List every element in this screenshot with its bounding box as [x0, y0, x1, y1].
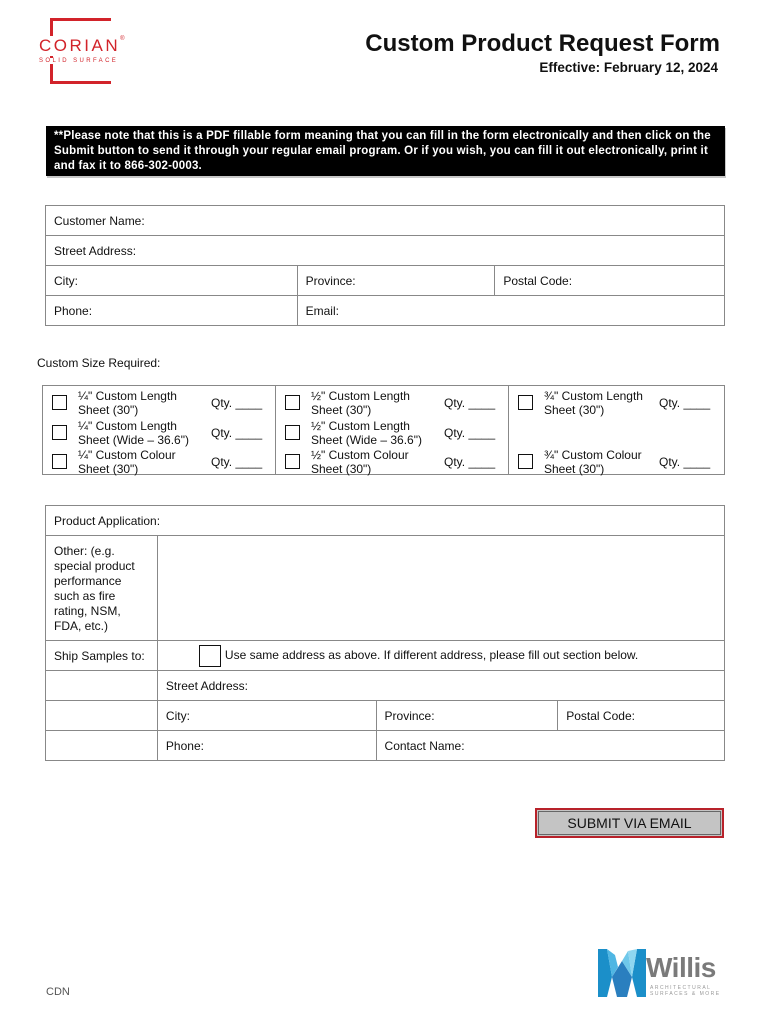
qty-field[interactable]: Qty. ____ — [211, 396, 263, 410]
size-option-label: ¾" Custom Colour Sheet (30") — [544, 448, 642, 476]
ship-province-field[interactable] — [376, 701, 558, 731]
province-field[interactable] — [297, 266, 495, 296]
province-label: Province: — [305, 273, 356, 288]
size-column-half — [276, 386, 509, 474]
page-title: Custom Product Request Form — [365, 30, 720, 57]
qty-field[interactable]: Qty. ____ — [444, 426, 496, 440]
ship-street-field[interactable] — [157, 671, 724, 701]
willis-tagline: ARCHITECTURAL SURFACES & MORE — [650, 985, 721, 997]
ship-postal-field[interactable] — [558, 701, 725, 731]
size-option-label: ¼" Custom Colour Sheet (30") — [78, 448, 176, 476]
custom-size-label: Custom Size Required: — [37, 356, 161, 370]
qty-field[interactable]: Qty. ____ — [444, 455, 496, 469]
logo-bracket-top — [50, 18, 111, 21]
size-option-label: ¼" Custom Length Sheet (Wide – 36.6") — [78, 419, 189, 447]
logo-wordmark: CORIAN® — [39, 36, 125, 55]
postal-code-field[interactable] — [495, 266, 725, 296]
product-application-field[interactable] — [46, 506, 725, 536]
ship-street-label: Street Address: — [165, 678, 248, 693]
size-checkbox[interactable] — [518, 454, 533, 469]
application-table — [45, 505, 725, 761]
same-address-option — [157, 641, 724, 671]
size-option-label: ¾" Custom Length Sheet (30") — [544, 389, 643, 417]
size-checkbox[interactable] — [285, 395, 300, 410]
city-label: City: — [54, 273, 78, 288]
same-address-label: Use same address as above. If different address, please fill out section below. — [224, 647, 639, 662]
size-option-label: ½" Custom Length Sheet (Wide – 36.6") — [311, 419, 422, 447]
qty-field[interactable]: Qty. ____ — [659, 455, 711, 469]
qty-field[interactable]: Qty. ____ — [211, 426, 263, 440]
willis-logo — [598, 947, 728, 999]
size-checkbox[interactable] — [52, 395, 67, 410]
customer-info-table — [45, 205, 725, 326]
size-option-label: ½" Custom Length Sheet (30") — [311, 389, 410, 417]
ship-phone-field[interactable] — [157, 731, 376, 761]
logo-tagline: SOLID SURFACE — [39, 58, 119, 64]
customer-name-field[interactable] — [46, 206, 725, 236]
city-field[interactable] — [46, 266, 298, 296]
ship-phone-label: Phone: — [165, 738, 204, 753]
size-checkbox[interactable] — [285, 454, 300, 469]
phone-label: Phone: — [54, 303, 93, 318]
ship-province-label: Province: — [384, 708, 435, 723]
empty-cell — [46, 701, 158, 731]
postal-code-label: Postal Code: — [503, 273, 573, 288]
size-checkbox[interactable] — [285, 425, 300, 440]
custom-size-options — [42, 385, 725, 475]
contact-name-field[interactable] — [376, 731, 724, 761]
qty-field[interactable]: Qty. ____ — [444, 396, 496, 410]
qty-field[interactable]: Qty. ____ — [659, 396, 711, 410]
form-code: CDN — [46, 986, 70, 998]
street-address-field[interactable] — [46, 236, 725, 266]
other-label: Other: (e.g. special product performance such as fire rating, NSM, FDA, etc.) — [46, 536, 158, 641]
size-option-label: ½" Custom Colour Sheet (30") — [311, 448, 409, 476]
empty-cell — [46, 671, 158, 701]
size-column-three-quarter — [509, 386, 724, 474]
street-address-label: Street Address: — [54, 243, 137, 258]
qty-field[interactable]: Qty. ____ — [211, 455, 263, 469]
same-address-checkbox[interactable] — [199, 645, 221, 667]
effective-date: Effective: February 12, 2024 — [539, 60, 718, 75]
submit-via-email-button[interactable]: SUBMIT VIA EMAIL — [535, 808, 724, 838]
ship-city-label: City: — [165, 708, 190, 723]
size-checkbox[interactable] — [518, 395, 533, 410]
product-application-label: Product Application: — [54, 513, 161, 528]
willis-w-icon — [598, 947, 646, 999]
empty-cell — [46, 731, 158, 761]
other-field[interactable] — [157, 536, 724, 641]
email-field[interactable] — [297, 296, 724, 326]
ship-city-field[interactable] — [157, 701, 376, 731]
customer-name-label: Customer Name: — [54, 213, 145, 228]
contact-name-label: Contact Name: — [384, 738, 465, 753]
size-checkbox[interactable] — [52, 454, 67, 469]
willis-wordmark: Willis — [646, 952, 716, 983]
fillable-form-notice: **Please note that this is a PDF fillable form meaning that you can fill in the form electronically and then click on the Submit button to send it through your regular email program. Or if you wish, you can fill it out electronically, print it and fax it to 866-302-0003. — [46, 126, 725, 176]
corian-logo — [35, 18, 130, 84]
ship-postal-label: Postal Code: — [566, 708, 635, 723]
ship-samples-label: Ship Samples to: — [46, 641, 158, 671]
size-checkbox[interactable] — [52, 425, 67, 440]
size-option-label: ¼" Custom Length Sheet (30") — [78, 389, 177, 417]
logo-bracket-bottom — [50, 81, 111, 84]
size-column-quarter — [43, 386, 276, 474]
email-label: Email: — [305, 303, 339, 318]
phone-field[interactable] — [46, 296, 298, 326]
